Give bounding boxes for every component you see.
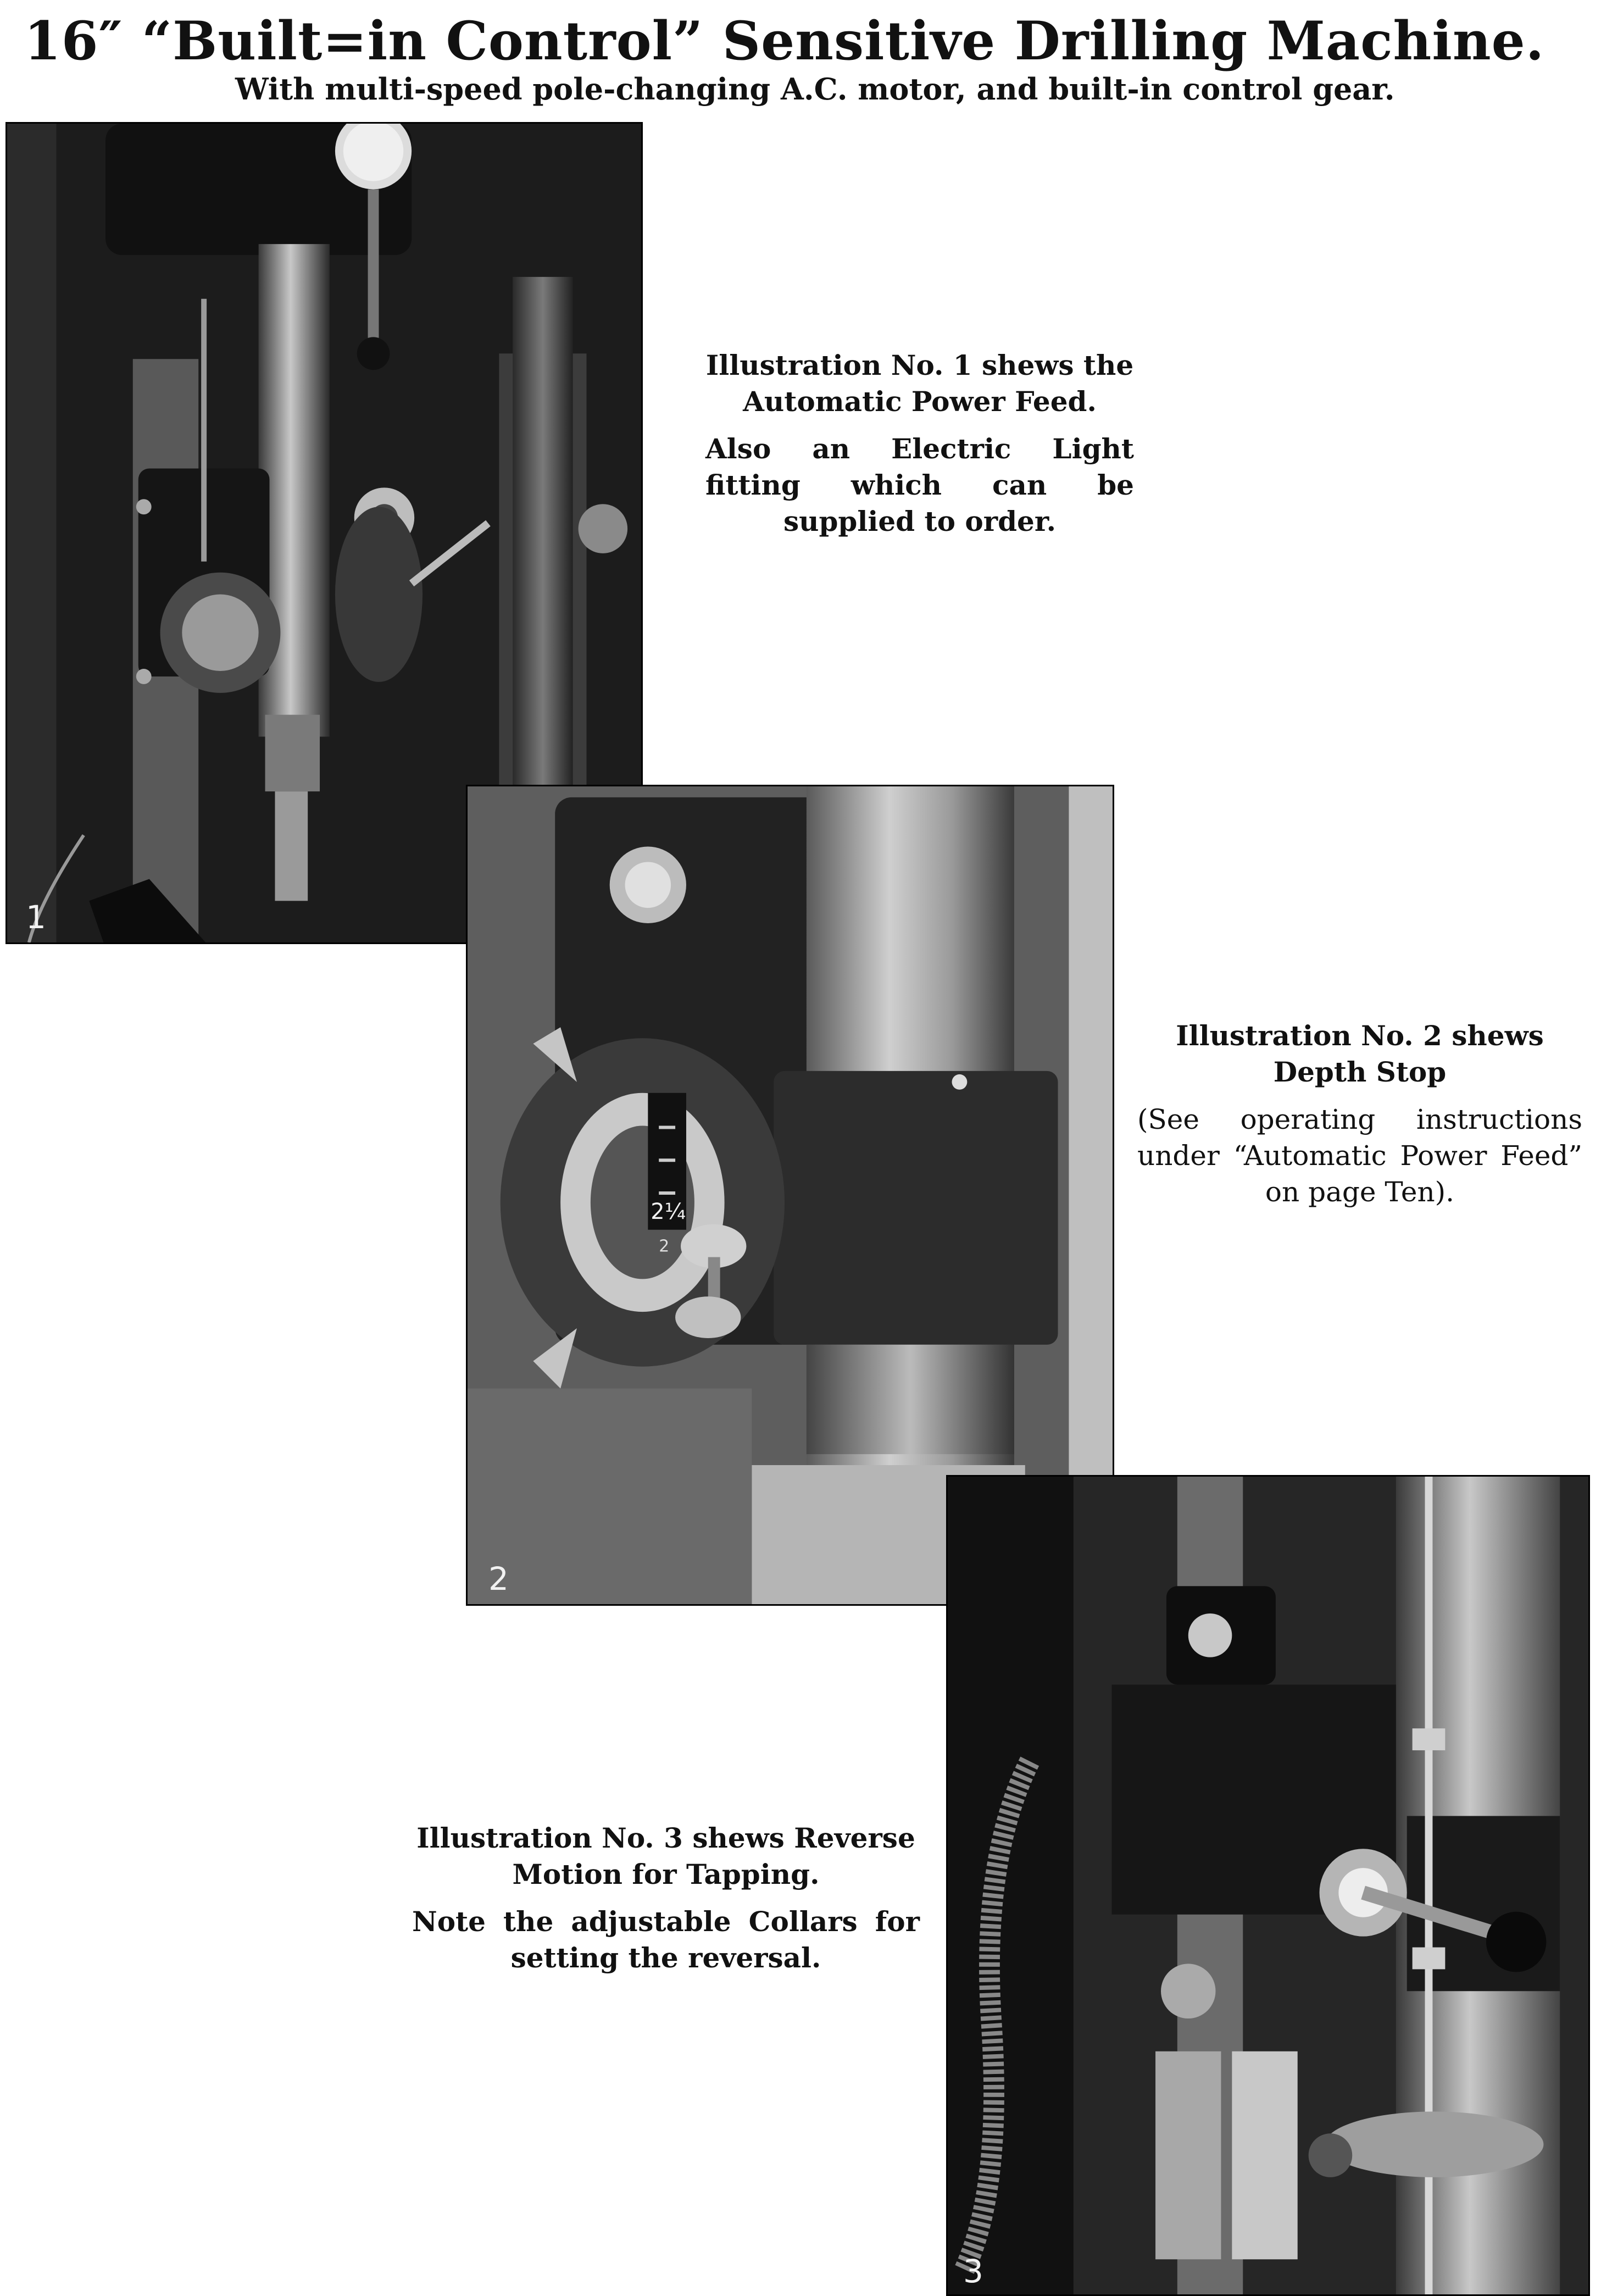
illustration-3-caption-heading: Illustration No. 3 shews Reverse Motion for Tapping.: [416, 1822, 915, 1890]
illustration-2-caption-body: (See operating instructions under “Automatic Power Feed” on page Ten).: [1137, 1103, 1582, 1208]
illustration-1-caption-heading: Illustration No. 1 shews the Automatic Power Feed.: [705, 349, 1134, 418]
page-title: 16″ “Built=in Control” Sensitive Drilling Machine.: [24, 10, 1545, 72]
illustration-3-photo: [946, 1475, 1590, 2296]
illustration-3-caption-body: Note the adjustable Collars for setting the reversal.: [412, 1905, 920, 1974]
illustration-3-number: 3: [963, 2253, 983, 2290]
illustration-3-caption: [412, 1820, 920, 1987]
illustration-1-number: 1: [26, 899, 46, 936]
illustration-2-number: 2: [488, 1560, 509, 1598]
depth-scale-label-2: 2: [659, 1236, 670, 1256]
illustration-1-caption: [705, 347, 1134, 551]
page-subtitle: With multi-speed pole-changing A.C. motor, and built-in control gear.: [235, 71, 1395, 107]
depth-scale-label-1: 2¼: [651, 1199, 686, 1224]
illustration-2-caption: [1137, 1018, 1582, 1221]
illustration-1-caption-body: Also an Electric Light fitting which can be supplied to order.: [705, 432, 1134, 537]
illustration-2-caption-heading: Illustration No. 2 shews Depth Stop: [1176, 1019, 1544, 1088]
